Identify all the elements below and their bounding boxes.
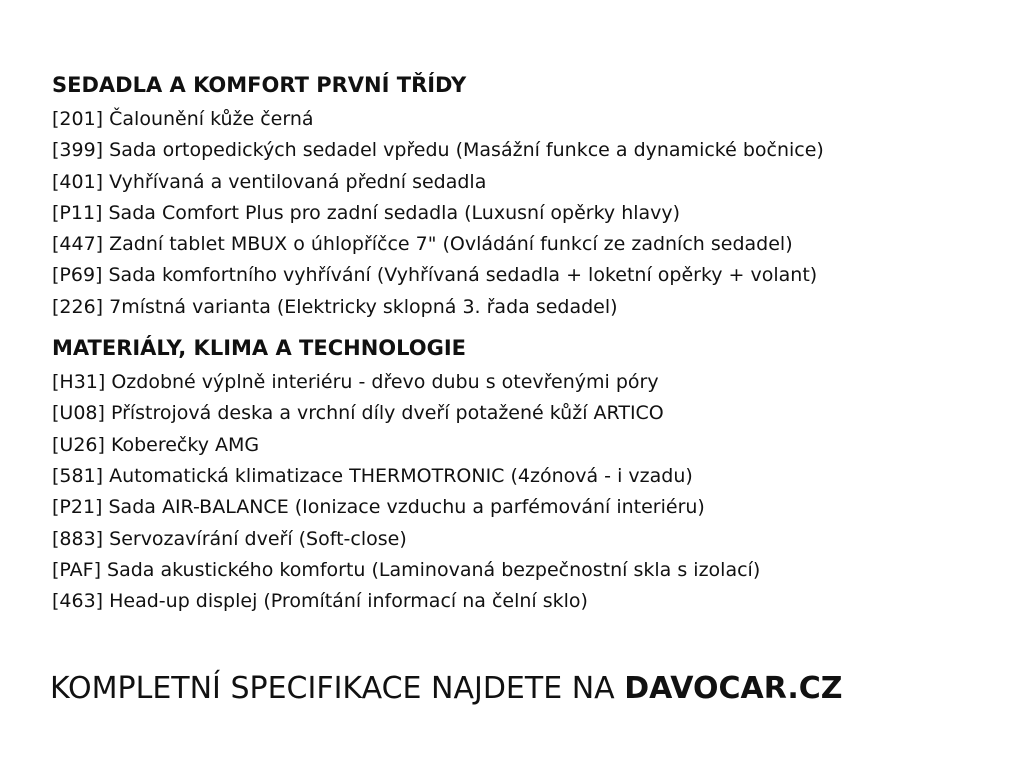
list-item: [P11] Sada Comfort Plus pro zadní sedadla (Luxusní opěrky hlavy) [52, 201, 681, 224]
footer-text: KOMPLETNÍ SPECIFIKACE NAJDETE NA [50, 671, 625, 706]
list-item: [U26] Koberečky AMG [52, 433, 260, 456]
section-materials-tech [52, 331, 1012, 617]
list-item: [H31] Ozdobné výplně interiéru - dřevo dubu s otevřenými póry [52, 371, 659, 394]
section-title: SEDADLA A KOMFORT PRVNÍ TŘÍDY [52, 73, 467, 97]
spec-content [52, 68, 1012, 617]
list-item: [401] Vyhřívaná a ventilovaná přední sedadla [52, 170, 487, 193]
item-list [52, 104, 1012, 323]
brand-link[interactable]: DAVOCAR.CZ [624, 671, 843, 706]
list-item: [447] Zadní tablet MBUX o úhlopříčce 7" (Ovládání funkcí ze zadních sedadel) [52, 233, 793, 256]
list-item: [399] Sada ortopedických sedadel vpředu (Masážní funkce a dynamické bočnice) [52, 139, 824, 162]
list-item: [PAF] Sada akustického komfortu (Laminovaná bezpečnostní skla s izolací) [52, 558, 761, 581]
list-item: [201] Čalounění kůže černá [52, 108, 314, 130]
item-list [52, 367, 1012, 617]
list-item: [P21] Sada AIR-BALANCE (Ionizace vzduchu a parfémování interiéru) [52, 496, 705, 519]
list-item: [463] Head-up displej (Promítání informací na čelní sklo) [52, 590, 588, 613]
list-item: [581] Automatická klimatizace THERMOTRONIC (4zónová - i vzadu) [52, 464, 693, 487]
list-item: [U08] Přístrojová deska a vrchní díly dveří potažené kůží ARTICO [52, 402, 664, 425]
list-item: [226] 7místná varianta (Elektricky sklopná 3. řada sedadel) [52, 295, 618, 318]
list-item: [883] Servozavírání dveří (Soft-close) [52, 527, 407, 550]
footer-cta [50, 668, 1010, 710]
section-title: MATERIÁLY, KLIMA A TECHNOLOGIE [52, 336, 467, 361]
section-seats-comfort [52, 68, 1012, 323]
list-item: [P69] Sada komfortního vyhřívání (Vyhřívaná sedadla + loketní opěrky + volant) [52, 264, 818, 287]
